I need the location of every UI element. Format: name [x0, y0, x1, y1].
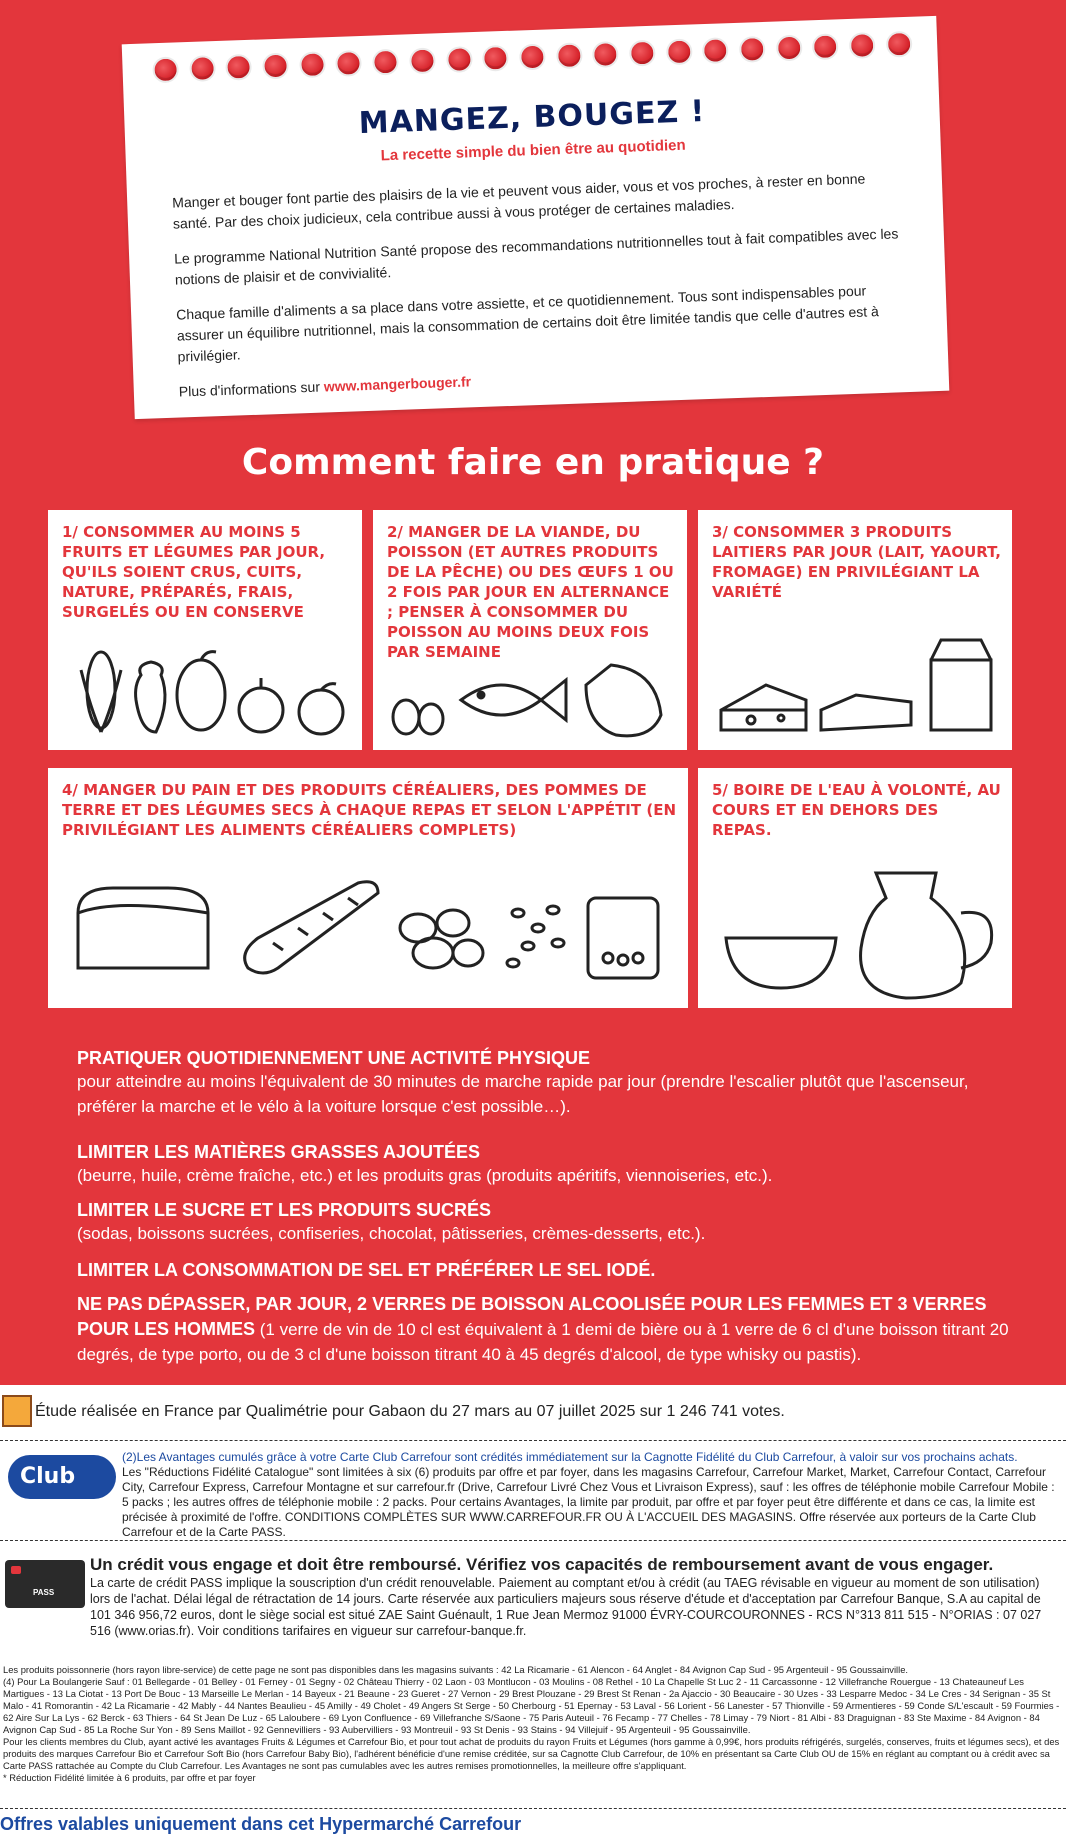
card-chip-icon	[11, 1566, 21, 1574]
card-paragraph: Chaque famille d'aliments a sa place dans votre assiette, et ce quotidiennement. Tous sont indispensables pour assurer un équilibre nutritionnel, mais la consommation de certains doit être limitée tandis que celle d'autres est à privilégier.	[175, 282, 880, 365]
ring-hole	[336, 50, 363, 77]
survey-badge-icon	[2, 1395, 32, 1427]
divider	[0, 1440, 1066, 1441]
advice-physical-activity	[77, 1048, 1017, 1119]
credit-notice	[90, 1555, 1060, 1639]
section-heading: Comment faire en pratique ?	[241, 442, 825, 483]
ring-hole	[629, 40, 656, 67]
advice-heading: LIMITER LE SUCRE ET LES PRODUITS SUCRÉS	[77, 1200, 492, 1220]
fine-print	[3, 1664, 1063, 1784]
ring-hole	[775, 35, 802, 62]
fine-print-line: (4) Pour La Boulangerie Sauf : 01 Bellegarde - 01 Belley - 01 Ferney - 01 Segny - 02 Château Thierry - 02 Laon - 03 Montlucon - 03 Moulins - 08 Rethel - 10 La Chapelle St Luc 2 - 11 Carcassonne - 12 Villefranche Rouergue - 13 Chateauneuf Les Martigues - 13 La Ciotat - 13 Port De Bouc - 13 Marseille Le Merlan - 14 Bayeux - 21 Beaune - 23 Gueret - 27 Vernon - 29 Brest Plouzane - 29 Brest St Renan - 2a Ajaccio - 30 Beaucaire - 30 Uzes - 33 Lesparre Medoc - 34 Le Cres - 34 Serignan - 35 St Malo - 41 Romorantin - 42 La Ricamarie - 42 Mably - 44 Nantes Beaulieu - 45 Amilly - 49 Cholet - 49 Angers St Serge - 50 Cherbourg - 51 Epernay - 53 Laval - 56 Lorient - 56 Lanester - 57 Thionville - 59 Armentieres - 59 Conde S/L'escault - 59 Fourmies - 62 Aire Sur La Lys - 62 Berck - 63 Thiers - 64 St Jean De Luz - 65 Laloubere - 69 Lyon Confluence - 69 Villefranche S/Saone - 75 Paris Auteuil - 76 Fecamp - 77 Chelles - 78 Limay - 79 Niort - 81 Albi - 83 Draguignan - 83 Ste Maxime - 84 Avignon - 84 Avignon Cap Sud - 85 La Roche Sur Yon - 89 Sens Maillot - 92 Gennevilliers - 93 Aubervilliers - 93 Montreuil - 93 St Denis - 93 Stains - 94 Villejuif - 95 Argenteuil - 95 Goussainville.	[3, 1676, 1060, 1735]
mangerbouger-link[interactable]: www.mangerbouger.fr	[323, 373, 472, 395]
notepad-card	[122, 16, 950, 419]
ring-hole	[885, 31, 912, 58]
ring-hole	[812, 33, 839, 60]
advice-heading: PRATIQUER QUOTIDIENNEMENT UNE ACTIVITÉ PHYSIQUE	[77, 1048, 591, 1068]
club-carrefour-logo	[8, 1455, 116, 1499]
card-title: MANGEZ, BOUGEZ !	[358, 94, 706, 142]
club-conditions	[122, 1450, 1062, 1540]
fine-print-line: Pour les clients membres du Club, ayant activé les avantages Fruits & Légumes et Carrefour Bio, et pour tout achat de produits du rayon Fruits et Légumes (hors gamme à 0,99€, hors produits réfrigérés, surgelés, conserves, fruits et légumes secs), et des produits des marques Carrefour Bio et Carrefour Soft Bio (hors Carrefour Baby Bio), l'adhérent bénéficie d'une remise créditée, sur sa Cagnotte Club Carrefour, de 10% en présentant sa Carte Club OU de 15% en réglant au comptant ou à crédit avec sa Carte PASS rattachée au Compte du Club Carrefour. Les Avantages ne sont pas cumulables avec les autres remises promotionnelles, la meilleure offre s'appliquant.	[3, 1736, 1060, 1771]
more-info-label: Plus d'informations sur	[178, 378, 325, 400]
fruits-vegetables-illustration	[56, 640, 356, 740]
tip-box-bread-cereals	[48, 768, 688, 1008]
card-body	[172, 167, 909, 416]
advice-alcohol	[77, 1292, 1017, 1367]
advice-text: (beurre, huile, crème fraîche, etc.) et les produits gras (produits apéritifs, viennoiseries, etc.).	[77, 1166, 773, 1185]
credit-details: La carte de crédit PASS implique la souscription d'un crédit renouvelable. Paiement au comptant et/ou à crédit (au TAEG révisable en vigueur au moment de son utilisation) lors de l'achat. Délai légal de rétractation de 14 jours. Carte réservée aux particuliers majeurs sous réserve d'étude et d'acceptation par Carrefour Banque, S.A au capital de 101 346 956,72 euros, dont le siège social est situé ZAE Saint Guénault, 1 Rue Jean Mermoz 91000 ÉVRY-COURCOURONNES - RCS N°313 811 515 - N°ORIAS : 07 027 516 (www.orias.fr). Voir conditions tarifaires en vigueur sur carrefour-banque.fr.	[90, 1576, 1042, 1638]
ring-hole	[482, 45, 509, 72]
club-line-2: Les "Réductions Fidélité Catalogue" sont limitées à six (6) produits par offre et par foyer, dans les magasins Carrefour, Carrefour Market, Market, Carrefour Contact, Carrefour City, Carrefour Express, Carrefour Montagne et sur carrefour.fr (Drive, Carrefour Livré Chez Vous et Livraison Express), sauf : les offres de téléphonie mobile Carrefour Mobile : 5 packs ; les autres offres de téléphonie mobile : 2 packs. Pour certains Avantages, la limite par produit, par offre et par foyer peut être différente et dans ce cas, la limite est précisée à proximité de l'offre. CONDITIONS COMPLÈTES SUR WWW.CARREFOUR.FR OU À L'ACCUEIL DES MAGASINS. Offre réservée aux porteurs de la Carte Club Carrefour et de la Carte PASS.	[122, 1465, 1055, 1539]
pass-card-image	[5, 1560, 85, 1608]
ring-hole	[739, 36, 766, 63]
ring-hole	[372, 49, 399, 76]
fine-print-line: * Réduction Fidélité limitée à 6 produits, par offre et par foyer	[3, 1772, 256, 1783]
ring-hole	[226, 54, 253, 81]
advice-salt	[77, 1260, 1017, 1281]
tip-text: 5/ BOIRE DE L'EAU À VOLONTÉ, AU COURS ET EN DEHORS DES REPAS.	[712, 781, 1001, 839]
tip-box-water	[698, 768, 1012, 1008]
divider	[0, 1808, 1066, 1809]
binding-rings	[152, 31, 913, 94]
card-subtitle: La recette simple du bien être au quotidien	[380, 136, 686, 165]
water-illustration	[706, 853, 1006, 1003]
ring-hole	[189, 55, 216, 82]
advice-heading: LIMITER LES MATIÈRES GRASSES AJOUTÉES	[77, 1142, 481, 1162]
club-logo-text: Club	[20, 1464, 76, 1489]
tip-text: 4/ MANGER DU PAIN ET DES PRODUITS CÉRÉALIERS, DES POMMES DE TERRE ET DES LÉGUMES SECS À CHAQUE REPAS ET SELON L'APPÉTIT (EN PRIVILÉGIANT LES ALIMENTS CÉRÉALIERS COMPLETS)	[62, 781, 676, 839]
ring-hole	[409, 47, 436, 74]
club-line-1: (2)Les Avantages cumulés grâce à votre Carte Club Carrefour sont crédités immédiatement sur la Cagnotte Fidélité du Club Carrefour, à valoir sur vos prochains achats.	[122, 1450, 1018, 1464]
ring-hole	[262, 53, 289, 80]
tip-text: 1/ CONSOMMER AU MOINS 5 FRUITS ET LÉGUMES PAR JOUR, QU'ILS SOIENT CRUS, CUITS, NATURE, PRÉPARÉS, FRAIS, SURGELÉS OU EN CONSERVE	[62, 523, 326, 621]
tip-box-fruits-vegetables	[48, 510, 362, 750]
advice-text: pour atteindre au moins l'équivalent de 30 minutes de marche rapide par jour (prendre l'escalier plutôt que l'ascenseur, préférer la marche et le vélo à la voiture lorsque c'est possible…).	[77, 1072, 969, 1116]
footer-offers: Offres valables uniquement dans cet Hypermarché Carrefour	[0, 1814, 522, 1834]
advice-heading: NE PAS DÉPASSER, PAR JOUR, 2 VERRES DE BOISSON ALCOOLISÉE POUR LES FEMMES ET 3 VERRES POUR LES HOMMES	[77, 1294, 987, 1339]
fine-print-line: Les produits poissonnerie (hors rayon libre-service) de cette page ne sont pas disponibles dans les magasins suivants : 42 La Ricamarie - 61 Alencon - 64 Anglet - 84 Avignon Cap Sud - 95 Argenteuil - 95 Goussainville.	[3, 1664, 909, 1675]
dairy-illustration	[706, 630, 1006, 740]
ring-hole	[152, 56, 179, 83]
ring-hole	[702, 37, 729, 64]
card-paragraph: Le programme National Nutrition Santé propose des recommandations nutritionnelles tout à fait compatibles avec les notions de plaisir et de convivialité.	[173, 225, 899, 288]
advice-text: (1 verre de vin de 10 cl est équivalent à 1 demi de bière ou à 1 verre de 6 cl d'une boisson titrant 20 degrés, de type porto, ou de 3 cl d'une boisson titrant 40 à 45 degrés d'alcool, de type whisky ou pastis).	[77, 1320, 1009, 1364]
survey-note: Étude réalisée en France par Qualimétrie pour Gabaon du 27 mars au 07 juillet 2025 sur 1 246 741 votes.	[35, 1403, 785, 1420]
tip-text: 2/ MANGER DE LA VIANDE, DU POISSON (ET AUTRES PRODUITS DE LA PÊCHE) OU DES ŒUFS 1 OU 2 FOIS PAR JOUR EN ALTERNANCE ; PENSER À CONSOMMER DU POISSON AU MOINS DEUX FOIS PAR SEMAINE	[387, 523, 674, 661]
meat-fish-eggs-illustration	[381, 655, 681, 745]
ring-hole	[849, 32, 876, 59]
advice-heading: LIMITER LA CONSOMMATION DE SEL ET PRÉFÉRER LE SEL IODÉ.	[77, 1260, 656, 1280]
ring-hole	[555, 42, 582, 69]
pass-card-label: PASS	[33, 1588, 55, 1597]
card-paragraph: Manger et bouger font partie des plaisirs de la vie et peuvent vous aider, vous et vos proches, à rester en bonne santé. Par des choix judicieux, cela contribue aussi à vous protéger de certaines maladies.	[171, 170, 866, 232]
divider	[0, 1540, 1066, 1541]
tip-box-meat-fish-eggs	[373, 510, 687, 750]
ring-hole	[519, 44, 546, 71]
tip-text: 3/ CONSOMMER 3 PRODUITS LAITIERS PAR JOUR (LAIT, YAOURT, FROMAGE) EN PRIVILÉGIANT LA VARIÉTÉ	[712, 523, 1001, 601]
tip-box-dairy	[698, 510, 1012, 750]
ring-hole	[592, 41, 619, 68]
ring-hole	[299, 51, 326, 78]
credit-warning: Un crédit vous engage et doit être remboursé. Vérifiez vos capacités de remboursement avant de vous engager.	[90, 1555, 994, 1574]
advice-sugar	[77, 1200, 1017, 1246]
advice-fats	[77, 1142, 1017, 1188]
advice-text: (sodas, boissons sucrées, confiseries, chocolat, pâtisseries, crèmes-desserts, etc.).	[77, 1224, 706, 1243]
ring-hole	[665, 38, 692, 65]
ring-hole	[445, 46, 472, 73]
bread-cereals-illustration	[58, 868, 678, 988]
